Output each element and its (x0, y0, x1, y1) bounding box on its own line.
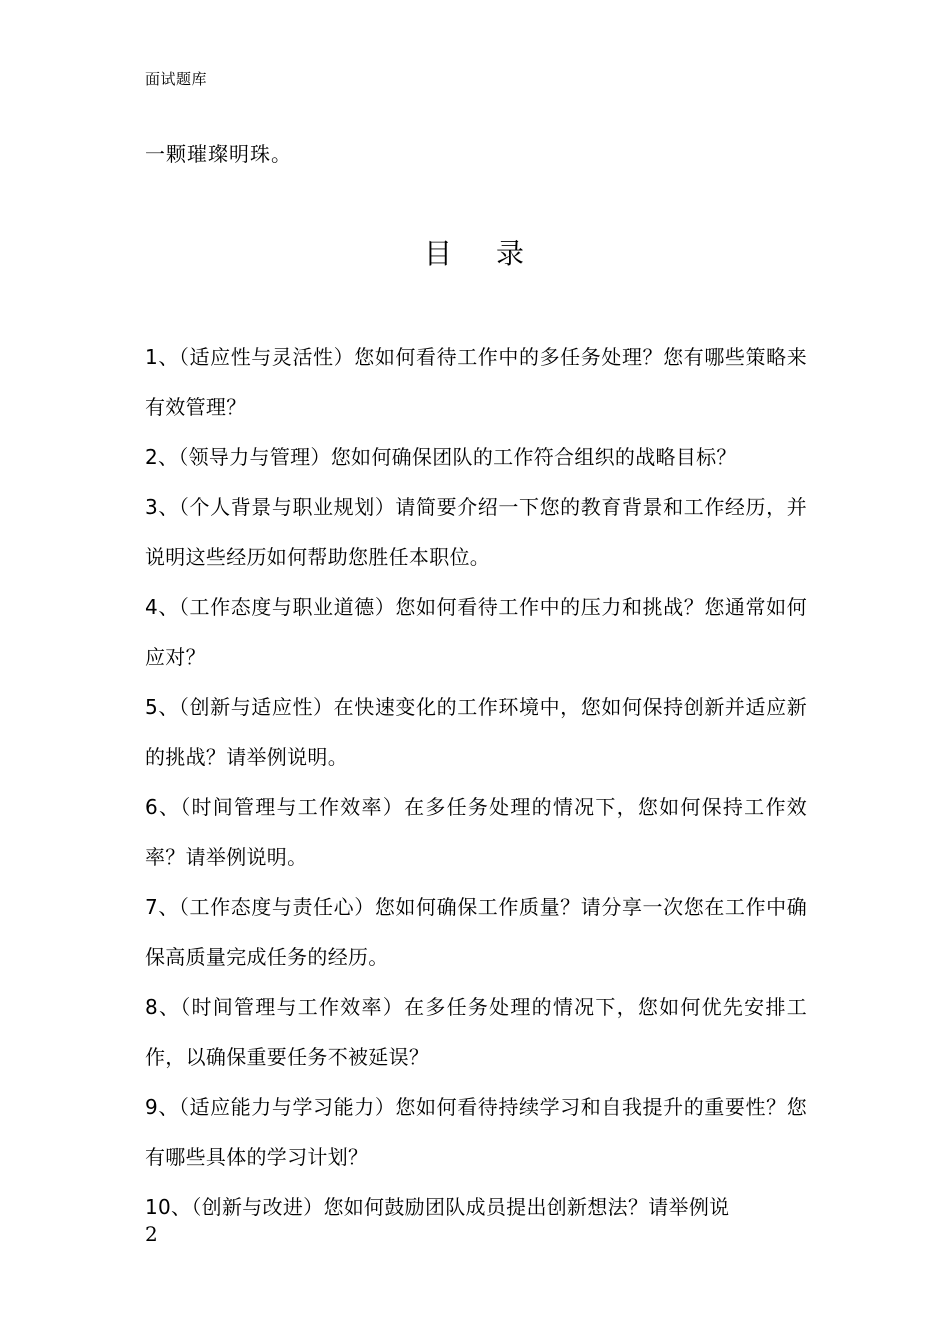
toc-item-10[interactable]: 10、（创新与改进）您如何鼓励团队成员提出创新想法？请举例说 (145, 1195, 730, 1219)
toc-item-6[interactable]: 6、（时间管理与工作效率）在多任务处理的情况下，您如何保持工作效率？请举例说明。 (145, 795, 807, 869)
page-header: 面试题库 (145, 70, 208, 88)
toc-item-7[interactable]: 7、（工作态度与责任心）您如何确保工作质量？请分享一次您在工作中确保高质量完成任务的经历。 (145, 895, 807, 969)
toc-item-5[interactable]: 5、（创新与适应性）在快速变化的工作环境中，您如何保持创新并适应新的挑战？请举例说明。 (145, 695, 807, 769)
toc-item-3[interactable]: 3、（个人背景与职业规划）请简要介绍一下您的教育背景和工作经历，并说明这些经历如何帮助您胜任本职位。 (145, 495, 807, 569)
toc-list (145, 332, 807, 1232)
toc-item-8[interactable]: 8、（时间管理与工作效率）在多任务处理的情况下，您如何优先安排工作，以确保重要任务不被延误？ (145, 995, 807, 1069)
toc-item-9[interactable]: 9、（适应能力与学习能力）您如何看待持续学习和自我提升的重要性？您有哪些具体的学习计划？ (145, 1095, 807, 1169)
toc-title-char-1: 目 (423, 237, 454, 270)
toc-item-4[interactable]: 4、（工作态度与职业道德）您如何看待工作中的压力和挑战？您通常如何应对？ (145, 595, 807, 669)
toc-item-2[interactable]: 2、（领导力与管理）您如何确保团队的工作符合组织的战略目标？ (145, 445, 737, 469)
toc-item-1[interactable]: 1、（适应性与灵活性）您如何看待工作中的多任务处理？您有哪些策略来有效管理？ (145, 345, 807, 419)
toc-title-char-2: 录 (496, 237, 527, 270)
toc-title (0, 232, 950, 272)
continued-paragraph: 一颗璀璨明珠。 (145, 142, 292, 166)
page-number: 2 (145, 1222, 158, 1246)
